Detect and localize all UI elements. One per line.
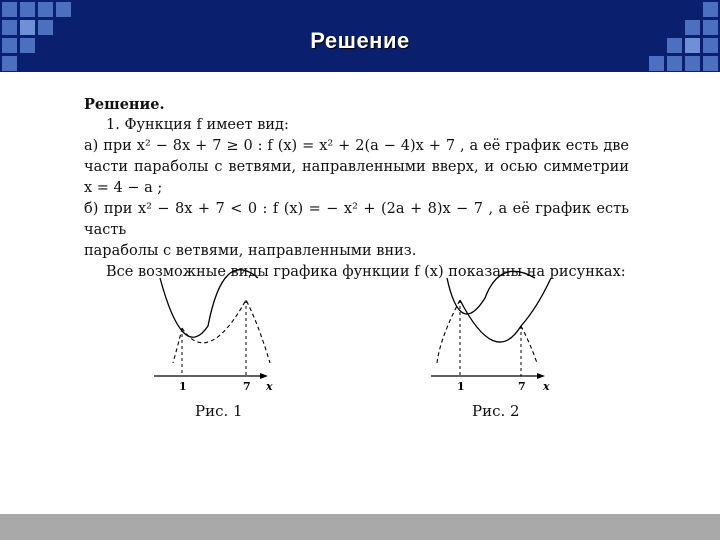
deco-square	[649, 56, 664, 71]
figure-1-graph	[148, 268, 288, 393]
solution-heading: Решение.	[84, 96, 165, 113]
deco-square	[667, 56, 682, 71]
deco-square	[703, 2, 718, 17]
solid-curve	[160, 270, 258, 338]
figure-1	[148, 268, 288, 393]
solution-text	[84, 94, 629, 283]
solid-curve	[460, 278, 551, 342]
axis-arrow	[260, 373, 268, 379]
dashed-curve	[182, 300, 270, 363]
dashed-curve	[437, 300, 460, 363]
deco-square	[2, 56, 17, 71]
solution-line: 1. Функция f имеет вид:	[106, 117, 289, 133]
slide-footer	[0, 514, 720, 540]
axis-arrow	[537, 373, 545, 379]
figure-2-caption: Рис. 2	[472, 402, 520, 420]
axis-label: x	[543, 380, 550, 393]
figure-2	[425, 268, 565, 393]
tick-label: 7	[518, 380, 526, 393]
tick-label: 1	[179, 380, 187, 393]
deco-square	[2, 2, 17, 17]
case-b-line: параболы с ветвями, направленными вниз.	[84, 243, 417, 259]
axis-label: x	[266, 380, 273, 393]
tick-label: 7	[243, 380, 251, 393]
figure-1-caption: Рис. 1	[195, 402, 243, 420]
deco-square	[685, 56, 700, 71]
deco-square	[20, 2, 35, 17]
summary-line: Все возможные виды графика функции f (x) показаны на рисунках:	[106, 264, 626, 280]
dashed-curve	[521, 326, 537, 363]
case-a-line: части параболы с ветвями, направленными вверх, и осью симметрии	[84, 159, 629, 175]
deco-square	[703, 56, 718, 71]
deco-square	[56, 2, 71, 17]
slide-title: Решение	[310, 28, 410, 53]
figure-2-graph	[425, 268, 565, 393]
tick-label: 1	[457, 380, 465, 393]
dashed-curve	[173, 328, 182, 363]
case-b-line: б) при x² − 8x + 7 < 0 : f (x) = − x² + (2a + 8)x − 7 , а её график есть часть	[84, 201, 629, 238]
slide-header	[0, 0, 720, 72]
case-a-line: а) при x² − 8x + 7 ≥ 0 : f (x) = x² + 2(a − 4)x + 7 , а её график есть две	[84, 138, 629, 154]
deco-square	[38, 2, 53, 17]
case-a-line: x = 4 − a ;	[84, 180, 163, 196]
